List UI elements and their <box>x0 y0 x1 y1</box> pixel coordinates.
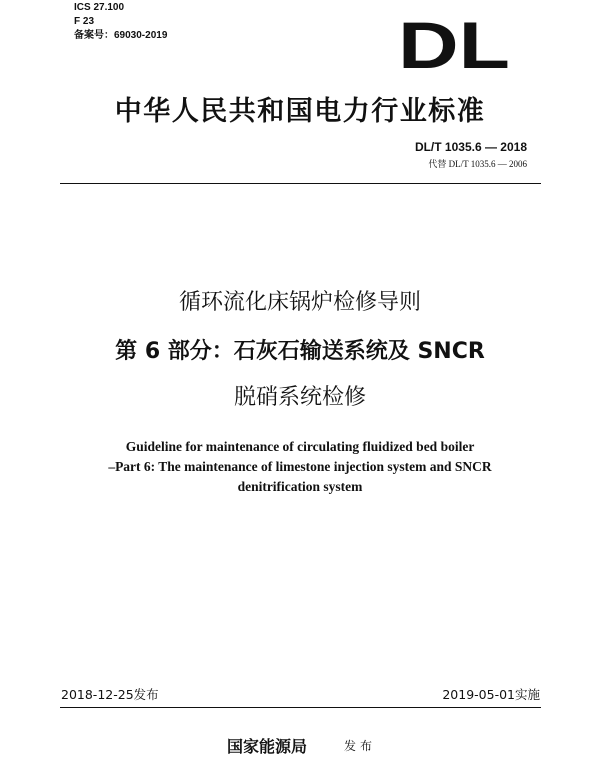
title-cn-line2: 第 6 部分：石灰石输送系统及 SNCR <box>115 339 485 364</box>
title-en-line1: Guideline for maintenance of circulating fluidized bed boiler <box>125 439 475 454</box>
ics-number: ICS 27.100 <box>74 2 125 13</box>
publisher-action: 发布 <box>344 739 377 753</box>
ccs-number: F 23 <box>74 16 95 27</box>
dl-logo <box>396 17 512 71</box>
implementation-date: 2019-05-01实施 <box>442 687 540 702</box>
dl-logo-text: DL <box>398 17 510 71</box>
title-en-line2: –Part 6: The maintenance of limestone injection system and SNCR <box>108 459 492 474</box>
title-en-line3: denitrification system <box>237 479 363 494</box>
issue-date: 2018-12-25发布 <box>61 687 159 702</box>
filing-number: 备案号：69030-2019 <box>74 30 168 41</box>
standard-category-title: 中华人民共和国电力行业标准 <box>114 96 486 127</box>
standard-code: DL/T 1035.6 — 2018 <box>414 140 527 154</box>
title-cn-line1: 循环流化床锅炉检修导则 <box>178 290 421 315</box>
replaces-code: 代替 DL/T 1035.6 — 2006 <box>428 159 527 169</box>
bottom-divider <box>60 707 541 708</box>
publisher-name: 国家能源局 <box>227 737 308 756</box>
top-divider <box>60 183 541 184</box>
title-cn-line3: 脱硝系统检修 <box>233 385 366 410</box>
